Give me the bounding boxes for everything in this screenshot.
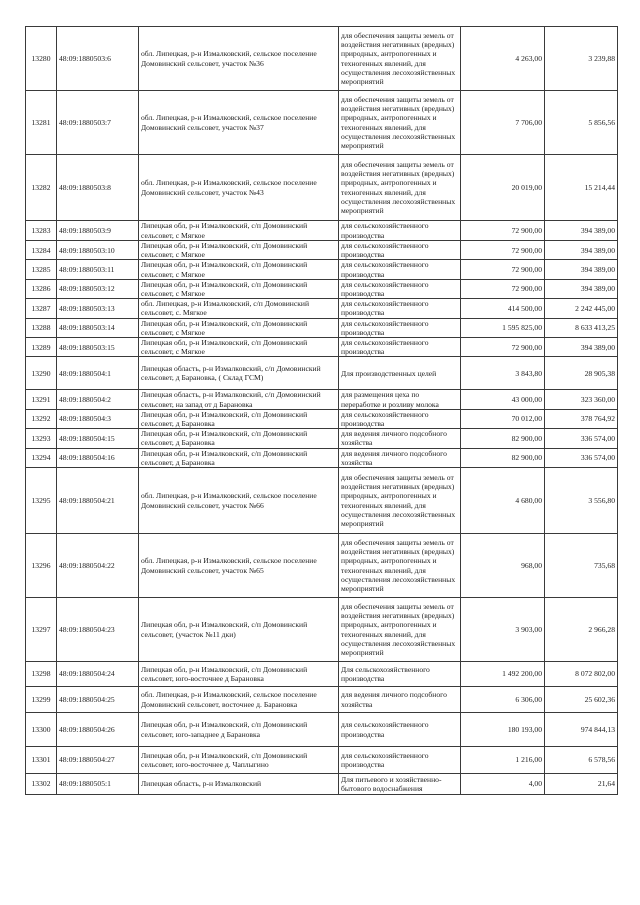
cadastral-number: 48:09:1880504:24 <box>57 662 139 687</box>
cadastral-number: 48:09:1880503:13 <box>57 299 139 318</box>
cadastral-value-cell: 394 389,00 <box>545 221 618 241</box>
address-cell: Липецкая обл, р-н Измалковский, с/п Домовинский сельсовет, с Мягкое <box>139 241 339 260</box>
row-number: 13281 <box>26 91 57 155</box>
cadastral-value-cell: 2 242 445,00 <box>545 299 618 318</box>
row-number: 13280 <box>26 27 57 91</box>
row-number: 13282 <box>26 155 57 221</box>
row-number: 13299 <box>26 687 57 713</box>
permitted-use-cell: для ведения личного подсобного хозяйства <box>339 429 461 448</box>
area-cell: 6 306,00 <box>461 687 545 713</box>
table-body <box>26 27 618 795</box>
area-cell: 3 903,00 <box>461 598 545 662</box>
address-cell: Липецкая обл, р-н Измалковский, с/п Домовинский сельсовет, с Мягкое <box>139 279 339 298</box>
table-row <box>26 279 618 298</box>
row-number: 13302 <box>26 774 57 795</box>
table-row <box>26 260 618 279</box>
cadastral-number: 48:09:1880504:25 <box>57 687 139 713</box>
table-row <box>26 468 618 534</box>
cadastral-number: 48:09:1880503:9 <box>57 221 139 241</box>
area-cell: 414 500,00 <box>461 299 545 318</box>
permitted-use-cell: для сельскохозяйственного производства <box>339 260 461 279</box>
cadastral-value-cell: 394 389,00 <box>545 338 618 357</box>
cadastral-value-cell: 323 360,00 <box>545 390 618 409</box>
area-cell: 43 000,00 <box>461 390 545 409</box>
address-cell: Липецкая обл, р-н Измалковский, с/п Домовинский сельсовет, с Мягкое <box>139 260 339 279</box>
cadastral-number: 48:09:1880503:10 <box>57 241 139 260</box>
cadastral-value-cell: 25 602,36 <box>545 687 618 713</box>
row-number: 13285 <box>26 260 57 279</box>
table-row <box>26 448 618 467</box>
address-cell: Липецкая обл, р-н Измалковский, с/п Домовинский сельсовет, с Мягкое <box>139 318 339 337</box>
cadastral-number: 48:09:1880504:26 <box>57 713 139 747</box>
table-row <box>26 338 618 357</box>
table-row <box>26 747 618 774</box>
address-cell: Липецкая обл, р-н Измалковский, с/п Домовинский сельсовет, с Мягкое <box>139 338 339 357</box>
permitted-use-cell: Для питьевого и хозяйственно-бытового водоснабжения <box>339 774 461 795</box>
cadastral-value-cell: 3 239,88 <box>545 27 618 91</box>
permitted-use-cell: для сельскохозяйственного производства <box>339 338 461 357</box>
permitted-use-cell: для сельскохозяйственного производства <box>339 409 461 428</box>
address-cell: обл. Липецкая, р-н Измалковский, сельское поселение Домовинский сельсовет, участок №43 <box>139 155 339 221</box>
permitted-use-cell: для сельскохозяйственного производства <box>339 713 461 747</box>
address-cell: обл. Липецкая, р-н Измалковский, сельское поселение Домовинский сельсовет, участок №65 <box>139 534 339 598</box>
row-number: 13286 <box>26 279 57 298</box>
table-row <box>26 91 618 155</box>
area-cell: 180 193,00 <box>461 713 545 747</box>
permitted-use-cell: для обеспечения защиты земель от воздействия негативных (вредных) природных, антропогенных и техногенных явлений, для осуществления лесохозяйственных мероприятий <box>339 468 461 534</box>
table-row <box>26 774 618 795</box>
row-number: 13301 <box>26 747 57 774</box>
cadastral-value-cell: 2 966,28 <box>545 598 618 662</box>
table-row <box>26 687 618 713</box>
cadastral-value-cell: 21,64 <box>545 774 618 795</box>
row-number: 13297 <box>26 598 57 662</box>
address-cell: Липецкая обл, р-н Измалковский, с/п Домовинский сельсовет, д Барановка <box>139 448 339 467</box>
permitted-use-cell: для сельскохозяйственного производства <box>339 241 461 260</box>
address-cell: Липецкая обл, р-н Измалковский, с/п Домовинский сельсовет, (участок №11 дки) <box>139 598 339 662</box>
cadastral-number: 48:09:1880503:15 <box>57 338 139 357</box>
cadastral-number: 48:09:1880503:7 <box>57 91 139 155</box>
cadastral-number: 48:09:1880504:2 <box>57 390 139 409</box>
area-cell: 72 900,00 <box>461 221 545 241</box>
table-row <box>26 299 618 318</box>
table-row <box>26 357 618 390</box>
row-number: 13284 <box>26 241 57 260</box>
cadastral-number: 48:09:1880503:6 <box>57 27 139 91</box>
address-cell: Липецкая обл, р-н Измалковский, с/п Домовинский сельсовет, юго-западнее д Барановка <box>139 713 339 747</box>
table-row <box>26 662 618 687</box>
cadastral-value-cell: 336 574,00 <box>545 448 618 467</box>
permitted-use-cell: для обеспечения защиты земель от воздействия негативных (вредных) природных, антропогенных и техногенных явлений, для осуществления лесохозяйственных мероприятий <box>339 534 461 598</box>
permitted-use-cell: для обеспечения защиты земель от воздействия негативных (вредных) природных, антропогенных и техногенных явлений, для осуществления лесохозяйственных мероприятий <box>339 27 461 91</box>
cadastral-value-cell: 3 556,80 <box>545 468 618 534</box>
cadastral-number: 48:09:1880505:1 <box>57 774 139 795</box>
table-row <box>26 598 618 662</box>
row-number: 13291 <box>26 390 57 409</box>
cadastral-value-cell: 394 389,00 <box>545 279 618 298</box>
cadastral-number: 48:09:1880504:1 <box>57 357 139 390</box>
cadastral-value-cell: 28 905,38 <box>545 357 618 390</box>
cadastral-number: 48:09:1880504:27 <box>57 747 139 774</box>
address-cell: обл. Липецкая, р-н Измалковский, сельское поселение Домовинский сельсовет, участок №36 <box>139 27 339 91</box>
area-cell: 72 900,00 <box>461 279 545 298</box>
row-number: 13298 <box>26 662 57 687</box>
table-row <box>26 155 618 221</box>
address-cell: обл. Липецкая, р-н Измалковский, сельское поселение Домовинский сельсовет, участок №37 <box>139 91 339 155</box>
permitted-use-cell: для сельскохозяйственного производства <box>339 318 461 337</box>
row-number: 13293 <box>26 429 57 448</box>
cadastral-value-cell: 378 764,92 <box>545 409 618 428</box>
area-cell: 20 019,00 <box>461 155 545 221</box>
area-cell: 1 216,00 <box>461 747 545 774</box>
cadastral-number: 48:09:1880503:12 <box>57 279 139 298</box>
cadastral-number: 48:09:1880504:21 <box>57 468 139 534</box>
area-cell: 82 900,00 <box>461 448 545 467</box>
table-row <box>26 429 618 448</box>
cadastral-number: 48:09:1880503:11 <box>57 260 139 279</box>
area-cell: 4 263,00 <box>461 27 545 91</box>
row-number: 13289 <box>26 338 57 357</box>
address-cell: Липецкая область, р-н Измалковский, с/п Домовинский сельсовет, на запад от д Барановка <box>139 390 339 409</box>
cadastral-number: 48:09:1880503:14 <box>57 318 139 337</box>
permitted-use-cell: для размещения цеха по переработке и розливу молока <box>339 390 461 409</box>
permitted-use-cell: для обеспечения защиты земель от воздействия негативных (вредных) природных, антропогенных и техногенных явлений, для осуществления лесохозяйственных мероприятий <box>339 155 461 221</box>
address-cell: Липецкая обл, р-н Измалковский, с/п Домовинский сельсовет, с Мягкое <box>139 221 339 241</box>
permitted-use-cell: для ведения личного подсобного хозяйства <box>339 687 461 713</box>
permitted-use-cell: для обеспечения защиты земель от воздействия негативных (вредных) природных, антропогенных и техногенных явлений, для осуществления лесохозяйственных мероприятий <box>339 598 461 662</box>
address-cell: обл. Липецкая, р-н Измалковский, с/п Домовинский сельсовет, с. Мягкое <box>139 299 339 318</box>
area-cell: 70 012,00 <box>461 409 545 428</box>
address-cell: обл. Липецкая, р-н Измалковский, сельское поселение Домовинский сельсовет, участок №66 <box>139 468 339 534</box>
cadastral-value-cell: 974 844,13 <box>545 713 618 747</box>
table-row <box>26 318 618 337</box>
cadastral-number: 48:09:1880504:15 <box>57 429 139 448</box>
land-registry-table <box>25 26 618 795</box>
row-number: 13295 <box>26 468 57 534</box>
area-cell: 968,00 <box>461 534 545 598</box>
area-cell: 82 900,00 <box>461 429 545 448</box>
cadastral-value-cell: 735,68 <box>545 534 618 598</box>
cadastral-value-cell: 394 389,00 <box>545 260 618 279</box>
area-cell: 1 595 825,00 <box>461 318 545 337</box>
address-cell: обл. Липецкая, р-н Измалковский, сельское поселение Домовинский сельсовет, восточнее д. Барановка <box>139 687 339 713</box>
row-number: 13287 <box>26 299 57 318</box>
permitted-use-cell: для сельскохозяйственного производства <box>339 299 461 318</box>
cadastral-number: 48:09:1880504:3 <box>57 409 139 428</box>
address-cell: Липецкая область, р-н Измалковский, с/п Домовинский сельсовет, д Барановка, ( Склад ГСМ) <box>139 357 339 390</box>
row-number: 13288 <box>26 318 57 337</box>
row-number: 13296 <box>26 534 57 598</box>
table-row <box>26 241 618 260</box>
permitted-use-cell: Для производственных целей <box>339 357 461 390</box>
address-cell: Липецкая обл, р-н Измалковский, с/п Домовинский сельсовет, д Барановка <box>139 429 339 448</box>
permitted-use-cell: для ведения личного подсобного хозяйства <box>339 448 461 467</box>
row-number: 13290 <box>26 357 57 390</box>
table-row <box>26 221 618 241</box>
table-row <box>26 27 618 91</box>
address-cell: Липецкая обл, р-н Измалковский, с/п Домовинский сельсовет, юго-восточнее д Барановка <box>139 662 339 687</box>
cadastral-value-cell: 5 856,56 <box>545 91 618 155</box>
address-cell: Липецкая обл, р-н Измалковский, с/п Домовинский сельсовет, юго-восточнее д. Чаплыгино <box>139 747 339 774</box>
area-cell: 72 900,00 <box>461 260 545 279</box>
cadastral-number: 48:09:1880504:22 <box>57 534 139 598</box>
table-row <box>26 409 618 428</box>
area-cell: 7 706,00 <box>461 91 545 155</box>
cadastral-value-cell: 15 214,44 <box>545 155 618 221</box>
permitted-use-cell: для обеспечения защиты земель от воздействия негативных (вредных) природных, антропогенных и техногенных явлений, для осуществления лесохозяйственных мероприятий <box>339 91 461 155</box>
row-number: 13300 <box>26 713 57 747</box>
address-cell: Липецкая область, р-н Измалковский <box>139 774 339 795</box>
table-row <box>26 713 618 747</box>
cadastral-number: 48:09:1880503:8 <box>57 155 139 221</box>
area-cell: 72 900,00 <box>461 338 545 357</box>
cadastral-value-cell: 6 578,56 <box>545 747 618 774</box>
table-row <box>26 534 618 598</box>
permitted-use-cell: Для сельскохозяйственного производства <box>339 662 461 687</box>
permitted-use-cell: для сельскохозяйственного производства <box>339 747 461 774</box>
row-number: 13283 <box>26 221 57 241</box>
cadastral-number: 48:09:1880504:16 <box>57 448 139 467</box>
area-cell: 4,00 <box>461 774 545 795</box>
permitted-use-cell: для сельскохозяйственного производства <box>339 279 461 298</box>
area-cell: 1 492 200,00 <box>461 662 545 687</box>
cadastral-value-cell: 8 072 802,00 <box>545 662 618 687</box>
cadastral-value-cell: 336 574,00 <box>545 429 618 448</box>
area-cell: 4 680,00 <box>461 468 545 534</box>
cadastral-value-cell: 394 389,00 <box>545 241 618 260</box>
area-cell: 3 843,80 <box>461 357 545 390</box>
row-number: 13292 <box>26 409 57 428</box>
table-row <box>26 390 618 409</box>
permitted-use-cell: для сельскохозяйственного производства <box>339 221 461 241</box>
address-cell: Липецкая обл, р-н Измалковский, с/п Домовинский сельсовет, д Барановка <box>139 409 339 428</box>
cadastral-number: 48:09:1880504:23 <box>57 598 139 662</box>
cadastral-value-cell: 8 633 413,25 <box>545 318 618 337</box>
row-number: 13294 <box>26 448 57 467</box>
area-cell: 72 900,00 <box>461 241 545 260</box>
